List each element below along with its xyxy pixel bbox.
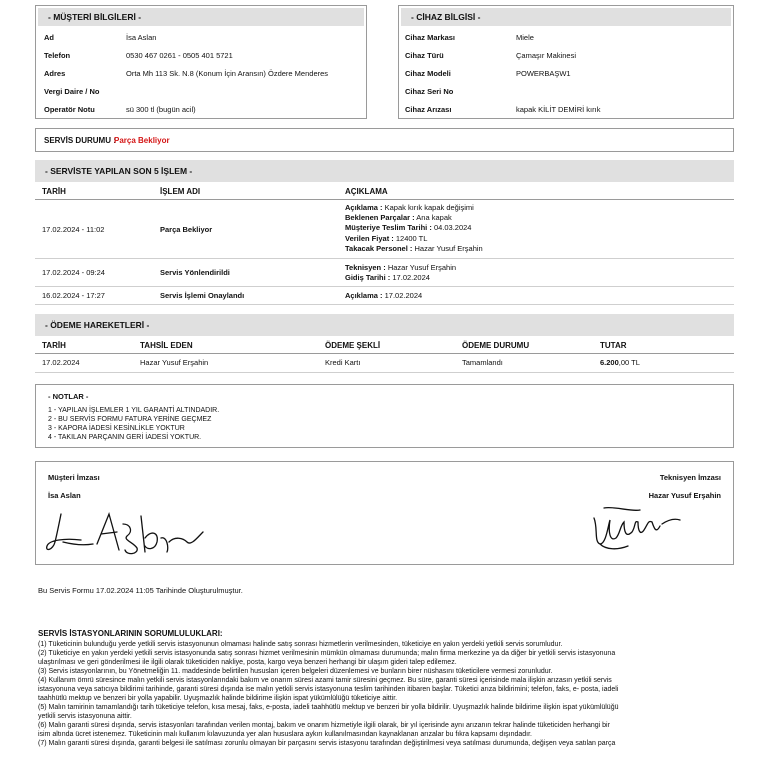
technician-signature-label: Teknisyen İmzası — [659, 473, 721, 482]
operation-detail: Açıklama : 17.02.2024 — [345, 291, 423, 300]
customer-signature-label: Müşteri İmzası — [48, 473, 100, 482]
operation-date: 17.02.2024 - 09:24 — [42, 268, 105, 277]
customer-signature-name: İsa Aslan — [48, 491, 81, 500]
operation-name: Parça Bekliyor — [160, 225, 213, 234]
device-type-value: Çamaşır Makinesi — [516, 51, 577, 60]
technician-signature-image — [584, 498, 694, 558]
note-item: 3 - KAPORA İADESİ KESİNLİKLE YOKTUR — [48, 425, 185, 432]
operation-name: Servis İşlemi Onaylandı — [160, 291, 245, 300]
customer-name-value: İsa Aslan — [126, 33, 157, 42]
operations-header-divider — [35, 199, 734, 200]
customer-name-label: Ad — [44, 33, 54, 42]
payment-date: 17.02.2024 — [42, 358, 80, 367]
operation-detail: Takacak Personel : Hazar Yusuf Erşahin — [345, 244, 483, 253]
device-serial-label: Cihaz Seri No — [405, 87, 454, 96]
operations-col-desc: AÇIKLAMA — [345, 187, 388, 196]
operator-note-label: Operatör Notu — [44, 105, 95, 114]
operation-detail: Gidiş Tarihi : 17.02.2024 — [345, 273, 430, 282]
device-info-header: - CİHAZ BİLGİSİ - — [401, 8, 731, 26]
operation-date: 16.02.2024 - 17:27 — [42, 291, 105, 300]
payment-amount: 6.200,00 TL — [600, 358, 640, 367]
customer-tax-label: Vergi Daire / No — [44, 87, 100, 96]
operation-date: 17.02.2024 - 11:02 — [42, 225, 105, 234]
form-created-note: Bu Servis Formu 17.02.2024 11:05 Tarihinde Oluşturulmuştur. — [38, 586, 243, 595]
responsibility-line: (3) Servis istasyonlarının, bu Yönetmeliğin 11. maddesinde belirtilen hususları içeren belgeleri düzenlemesi ve bunların birer nüshasını tüketicilere vermesi zorunludur. — [38, 668, 553, 675]
payment-method: Kredi Kartı — [325, 358, 361, 367]
operation-detail: Müşteriye Teslim Tarihi : 04.03.2024 — [345, 223, 472, 232]
technician-signature-name: Hazar Yusuf Erşahin — [648, 491, 721, 500]
responsibility-line: taahhütlü mektup ve benzeri bir yolla yapabilir. Uyuşmazlık halinde bildirime ilişkin ispat yükümlülüğü tüketiciye aittir. — [38, 695, 398, 702]
payments-col-method: ÖDEME ŞEKLİ — [325, 341, 381, 350]
device-brand-label: Cihaz Markası — [405, 33, 456, 42]
operation-detail: Beklenen Parçalar : Ana kapak — [345, 213, 452, 222]
notes-box — [35, 384, 734, 448]
service-status-value: Parça Bekliyor — [114, 136, 170, 145]
customer-info-panel — [35, 5, 367, 119]
operations-col-date: TARİH — [42, 187, 66, 196]
note-item: 1 - YAPILAN İŞLEMLER 1 YIL GARANTİ ALTINDADIR. — [48, 407, 220, 414]
device-brand-value: Miele — [516, 33, 534, 42]
responsibilities-title: SERVİS İSTASYONLARININ SORUMLULUKLARI: — [38, 629, 223, 638]
customer-info-header: - MÜŞTERİ BİLGİLERİ - — [38, 8, 364, 26]
operation-detail: Açıklama : Kapak kırık kapak değişimi — [345, 203, 474, 212]
notes-header: - NOTLAR - — [48, 392, 89, 401]
operator-note-value: sü 300 tl (bugün acil) — [126, 105, 196, 114]
note-item: 4 - TAKILAN PARÇANIN GERİ İADESİ YOKTUR. — [48, 434, 202, 441]
row-divider — [35, 372, 734, 373]
device-type-label: Cihaz Türü — [405, 51, 444, 60]
customer-address-label: Adres — [44, 69, 66, 78]
payments-header-divider — [35, 353, 734, 354]
note-item: 2 - BU SERVİS FORMU FATURA YERİNE GEÇMEZ — [48, 416, 212, 423]
device-model-label: Cihaz Modeli — [405, 69, 451, 78]
row-divider — [35, 286, 734, 287]
payment-collector: Hazar Yusuf Erşahin — [140, 358, 209, 367]
operations-header: - SERVİSTE YAPILAN SON 5 İŞLEM - — [35, 160, 734, 182]
responsibility-line: (4) Kullanım ömrü süresince malın yetkili servis istasyonlarındaki bakım ve onarım süresi azami tamir süresini geçmez. Bu süre, garanti süresi içerisinde mala ilişkin arızasın yetkili servis — [38, 677, 612, 684]
responsibility-line: (5) Malın tamirinin tamamlandığı tarih tüketiciye telefon, kısa mesaj, faks, e-posta, iadeli taahhütlü mektup ve benzeri bir yolla bildirilir. Uyuşmazlık halinde bildirime ilişkin ispat yükümlülüğü — [38, 704, 619, 711]
operation-detail: Verilen Fiyat : 12400 TL — [345, 234, 428, 243]
customer-signature-image — [41, 502, 211, 562]
operation-name: Servis Yönlendirildi — [160, 268, 230, 277]
service-status-box — [35, 128, 734, 152]
responsibility-line: yetkili servis istasyonuna aittir. — [38, 713, 132, 720]
responsibility-line: istasyonuna veya satıcıya bildirimi tarihinde, garanti süresi dışında ise malın yetkili servis istasyonuna teslim tarihinden itibaren başlar. Tüketici arıza bildirimini; telefon, faks, e- posta, iadeli — [38, 686, 619, 693]
row-divider — [35, 258, 734, 259]
operations-col-name: İŞLEM ADI — [160, 187, 201, 196]
payments-header: - ÖDEME HAREKETLERİ - — [35, 314, 734, 336]
responsibility-line: ulaştırılması ve geri gönderilmesi ile ilgili olarak tüketiciden nakliye, posta, kargo veya benzeri herhangi bir ulaşım gideri talep edilemez. — [38, 659, 457, 666]
payments-col-status: ÖDEME DURUMU — [462, 341, 530, 350]
payment-status: Tamamlandı — [462, 358, 503, 367]
customer-phone-label: Telefon — [44, 51, 71, 60]
signature-box — [35, 461, 734, 565]
operation-detail: Teknisyen : Hazar Yusuf Erşahin — [345, 263, 457, 272]
responsibility-line: isim altında ücret istenemez. Tüketicinin malı kullanım kılavuzunda yer alan hususlara aykırı kullanılmasından kaynaklanan arızalar bu fıkra kapsamı dışındadır. — [38, 731, 533, 738]
responsibility-line: (7) Malın garanti süresi dışında, garanti belgesi ile satılması zorunlu olmayan bir parçasını servis istasyonu tarafından değiştirilmesi veya satılması durumunda, değişen veya satılan parça — [38, 740, 616, 747]
payments-col-date: TARİH — [42, 341, 66, 350]
device-info-panel — [398, 5, 734, 119]
row-divider — [35, 304, 734, 305]
responsibility-line: (1) Tüketicinin bulunduğu yerde yetkili servis istasyonunun olmaması halinde satış sonrası hizmetlerin verilmesinden, tüketiciye en yakın yerdeki yetkili servis sorumludur. — [38, 641, 563, 648]
device-model-value: POWERBAŞW1 — [516, 69, 571, 78]
customer-phone-value: 0530 467 0261 - 0505 401 5721 — [126, 51, 233, 60]
payments-col-amount: TUTAR — [600, 341, 627, 350]
device-fault-value: kapak KİLİT DEMİRİ kırık — [516, 105, 601, 114]
payments-col-collector: TAHSİL EDEN — [140, 341, 193, 350]
responsibility-line: (2) Tüketiciye en yakın yerdeki yetkili servis istasyonunda satış sonrası hizmet verilmesinin mümkün olmaması durumunda; malın firma merkezine ya da diğer bir yetkili servis istasyonuna — [38, 650, 616, 657]
device-fault-label: Cihaz Arızası — [405, 105, 452, 114]
customer-address-value: Orta Mh 113 Sk. N.8 (Konum İçin Aransın) Özdere Menderes — [126, 69, 329, 78]
service-status-label: SERVİS DURUMU : — [44, 136, 116, 145]
responsibility-line: (6) Malın garanti süresi dışında, servis istasyonları tarafından verilen montaj, bakım ve onarım hizmetiyle ilgili olarak, bir yıl içerisinde aynı arızanın tekrar halinde tüketiciden herhangi bir — [38, 722, 610, 729]
